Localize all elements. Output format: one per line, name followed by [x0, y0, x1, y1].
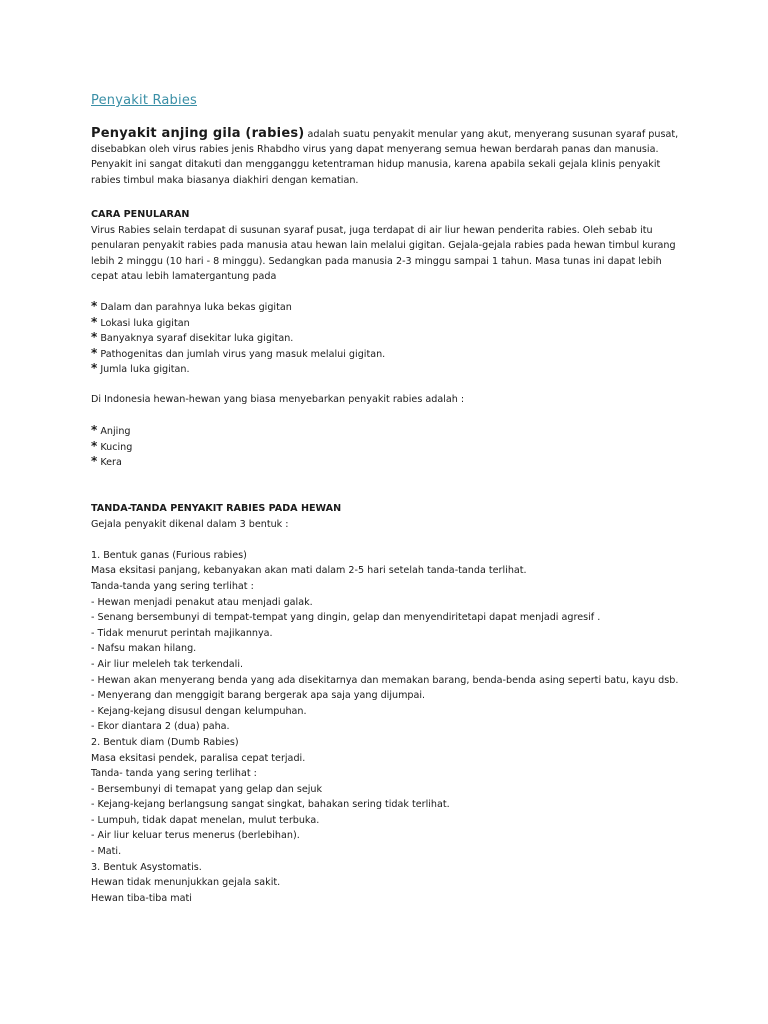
cara-penularan-line: Virus Rabies selain terdapat di susunan syaraf pusat, juga terdapat di air liur hewan penderita rabies. Oleh sebab itu	[91, 224, 653, 236]
tanda-line: - Kejang-kejang disusul dengan kelumpuhan.	[91, 705, 307, 717]
tanda-heading: TANDA-TANDA PENYAKIT RABIES PADA HEWAN	[91, 503, 342, 514]
bullet-star: *	[91, 438, 98, 453]
tanda-line: - Hewan menjadi penakut atau menjadi galak.	[91, 596, 313, 608]
tanda-line: - Hewan akan menyerang benda yang ada disekitarnya dan memakan barang, benda-benda asing seperti batu, kayu dsb.	[91, 674, 679, 686]
tanda-line: - Tidak menurut perintah majikannya.	[91, 627, 273, 639]
tanda-line: - Air liur meleleh tak terkendali.	[91, 658, 244, 670]
intro-line-3: Penyakit ini sangat ditakuti dan mengganggu ketentraman hidup manusia, karena apabila sekali gejala klinis penyakit	[91, 159, 661, 171]
bullet-star: *	[91, 454, 98, 469]
bullet-star: *	[91, 314, 98, 329]
tanda-line: Hewan tiba-tiba mati	[91, 892, 192, 904]
cara-penularan-section	[91, 207, 701, 285]
intro-line-1-text: adalah suatu penyakit menular yang akut, menyerang susunan syaraf pusat,	[304, 129, 679, 140]
tanda-line: 1. Bentuk ganas (Furious rabies)	[91, 549, 247, 561]
animal-list	[91, 423, 701, 470]
tanda-line: 2. Bentuk diam (Dumb Rabies)	[91, 736, 239, 748]
factor-item: * Lokasi luka gigitan	[91, 314, 190, 329]
intro-line-4: rabies timbul maka biasanya diakhiri dengan kematian.	[91, 174, 359, 186]
tanda-line: - Ekor diantara 2 (dua) paha.	[91, 721, 230, 733]
intro-lead: Penyakit anjing gila (rabies)	[91, 126, 305, 141]
tanda-line: - Nafsu makan hilang.	[91, 643, 197, 655]
tanda-line: Masa eksitasi panjang, kebanyakan akan mati dalam 2-5 hari setelah tanda-tanda terlihat.	[91, 565, 527, 577]
tanda-line: - Mati.	[91, 846, 122, 858]
intro-line-2: disebabkan oleh virus rabies jenis Rhabdho virus yang dapat menyerang semua hewan berdarah panas dan manusia.	[91, 143, 659, 155]
bullet-star: *	[91, 299, 98, 313]
tanda-line: - Senang bersembunyi di tempat-tempat yang dingin, gelap dan menyendiritetapi dapat menjadi agresif .	[91, 612, 601, 624]
tanda-line: - Kejang-kejang berlangsung sangat singkat, bahakan sering tidak terlihat.	[91, 799, 450, 811]
intro-line-1	[91, 126, 691, 142]
animal-item: * Kucing	[91, 438, 133, 453]
bullet-star: *	[91, 423, 98, 437]
indonesia-text: Di Indonesia hewan-hewan yang biasa menyebarkan penyakit rabies adalah :	[91, 394, 465, 405]
factor-item: * Dalam dan parahnya luka bekas gigitan	[91, 299, 292, 313]
cara-penularan-line: cepat atau lebih lamatergantung pada	[91, 271, 277, 283]
tanda-line: - Menyerang dan menggigit barang bergerak apa saja yang dijumpai.	[91, 690, 426, 702]
tanda-line: Masa eksitasi pendek, paralisa cepat terjadi.	[91, 752, 306, 764]
animal-item: * Anjing	[91, 423, 131, 437]
tanda-line: - Lumpuh, tidak dapat menelan, mulut terbuka.	[91, 814, 320, 826]
factor-item: * Banyaknya syaraf disekitar luka gigitan.	[91, 330, 294, 345]
tanda-line: - Air liur keluar terus menerus (berlebihan).	[91, 830, 300, 842]
animal-item: * Kera	[91, 454, 122, 469]
tanda-intro: Gejala penyakit dikenal dalam 3 bentuk :	[91, 518, 289, 530]
intro-paragraph	[91, 126, 691, 188]
factor-list	[91, 299, 701, 377]
page-title[interactable]: Penyakit Rabies	[91, 93, 197, 108]
bullet-star: *	[91, 345, 98, 360]
spacer	[91, 532, 701, 548]
tanda-line: - Bersembunyi di temapat yang gelap dan sejuk	[91, 783, 323, 795]
cara-penularan-line: lebih 2 minggu (10 hari - 8 minggu). Sedangkan pada manusia 2-3 minggu sampai 1 tahun. Masa tunas ini dapat lebih	[91, 255, 662, 267]
cara-penularan-line: penularan penyakit rabies pada manusia atau hewan lain melalui gigitan. Gejala-gejala rabies pada hewan timbul kurang	[91, 240, 676, 252]
tanda-section	[91, 501, 701, 906]
tanda-line: Tanda-tanda yang sering terlihat :	[91, 580, 254, 592]
tanda-line: Tanda- tanda yang sering terlihat :	[91, 768, 257, 780]
factor-item: * Jumla luka gigitan.	[91, 361, 190, 376]
bullet-star: *	[91, 361, 98, 376]
tanda-line: Hewan tidak menunjukkan gejala sakit.	[91, 877, 281, 889]
cara-penularan-heading: CARA PENULARAN	[91, 209, 190, 220]
factor-item: * Pathogenitas dan jumlah virus yang masuk melalui gigitan.	[91, 345, 386, 360]
tanda-line: 3. Bentuk Asystomatis.	[91, 861, 202, 873]
bullet-star: *	[91, 330, 98, 345]
indonesia-paragraph	[91, 392, 701, 408]
